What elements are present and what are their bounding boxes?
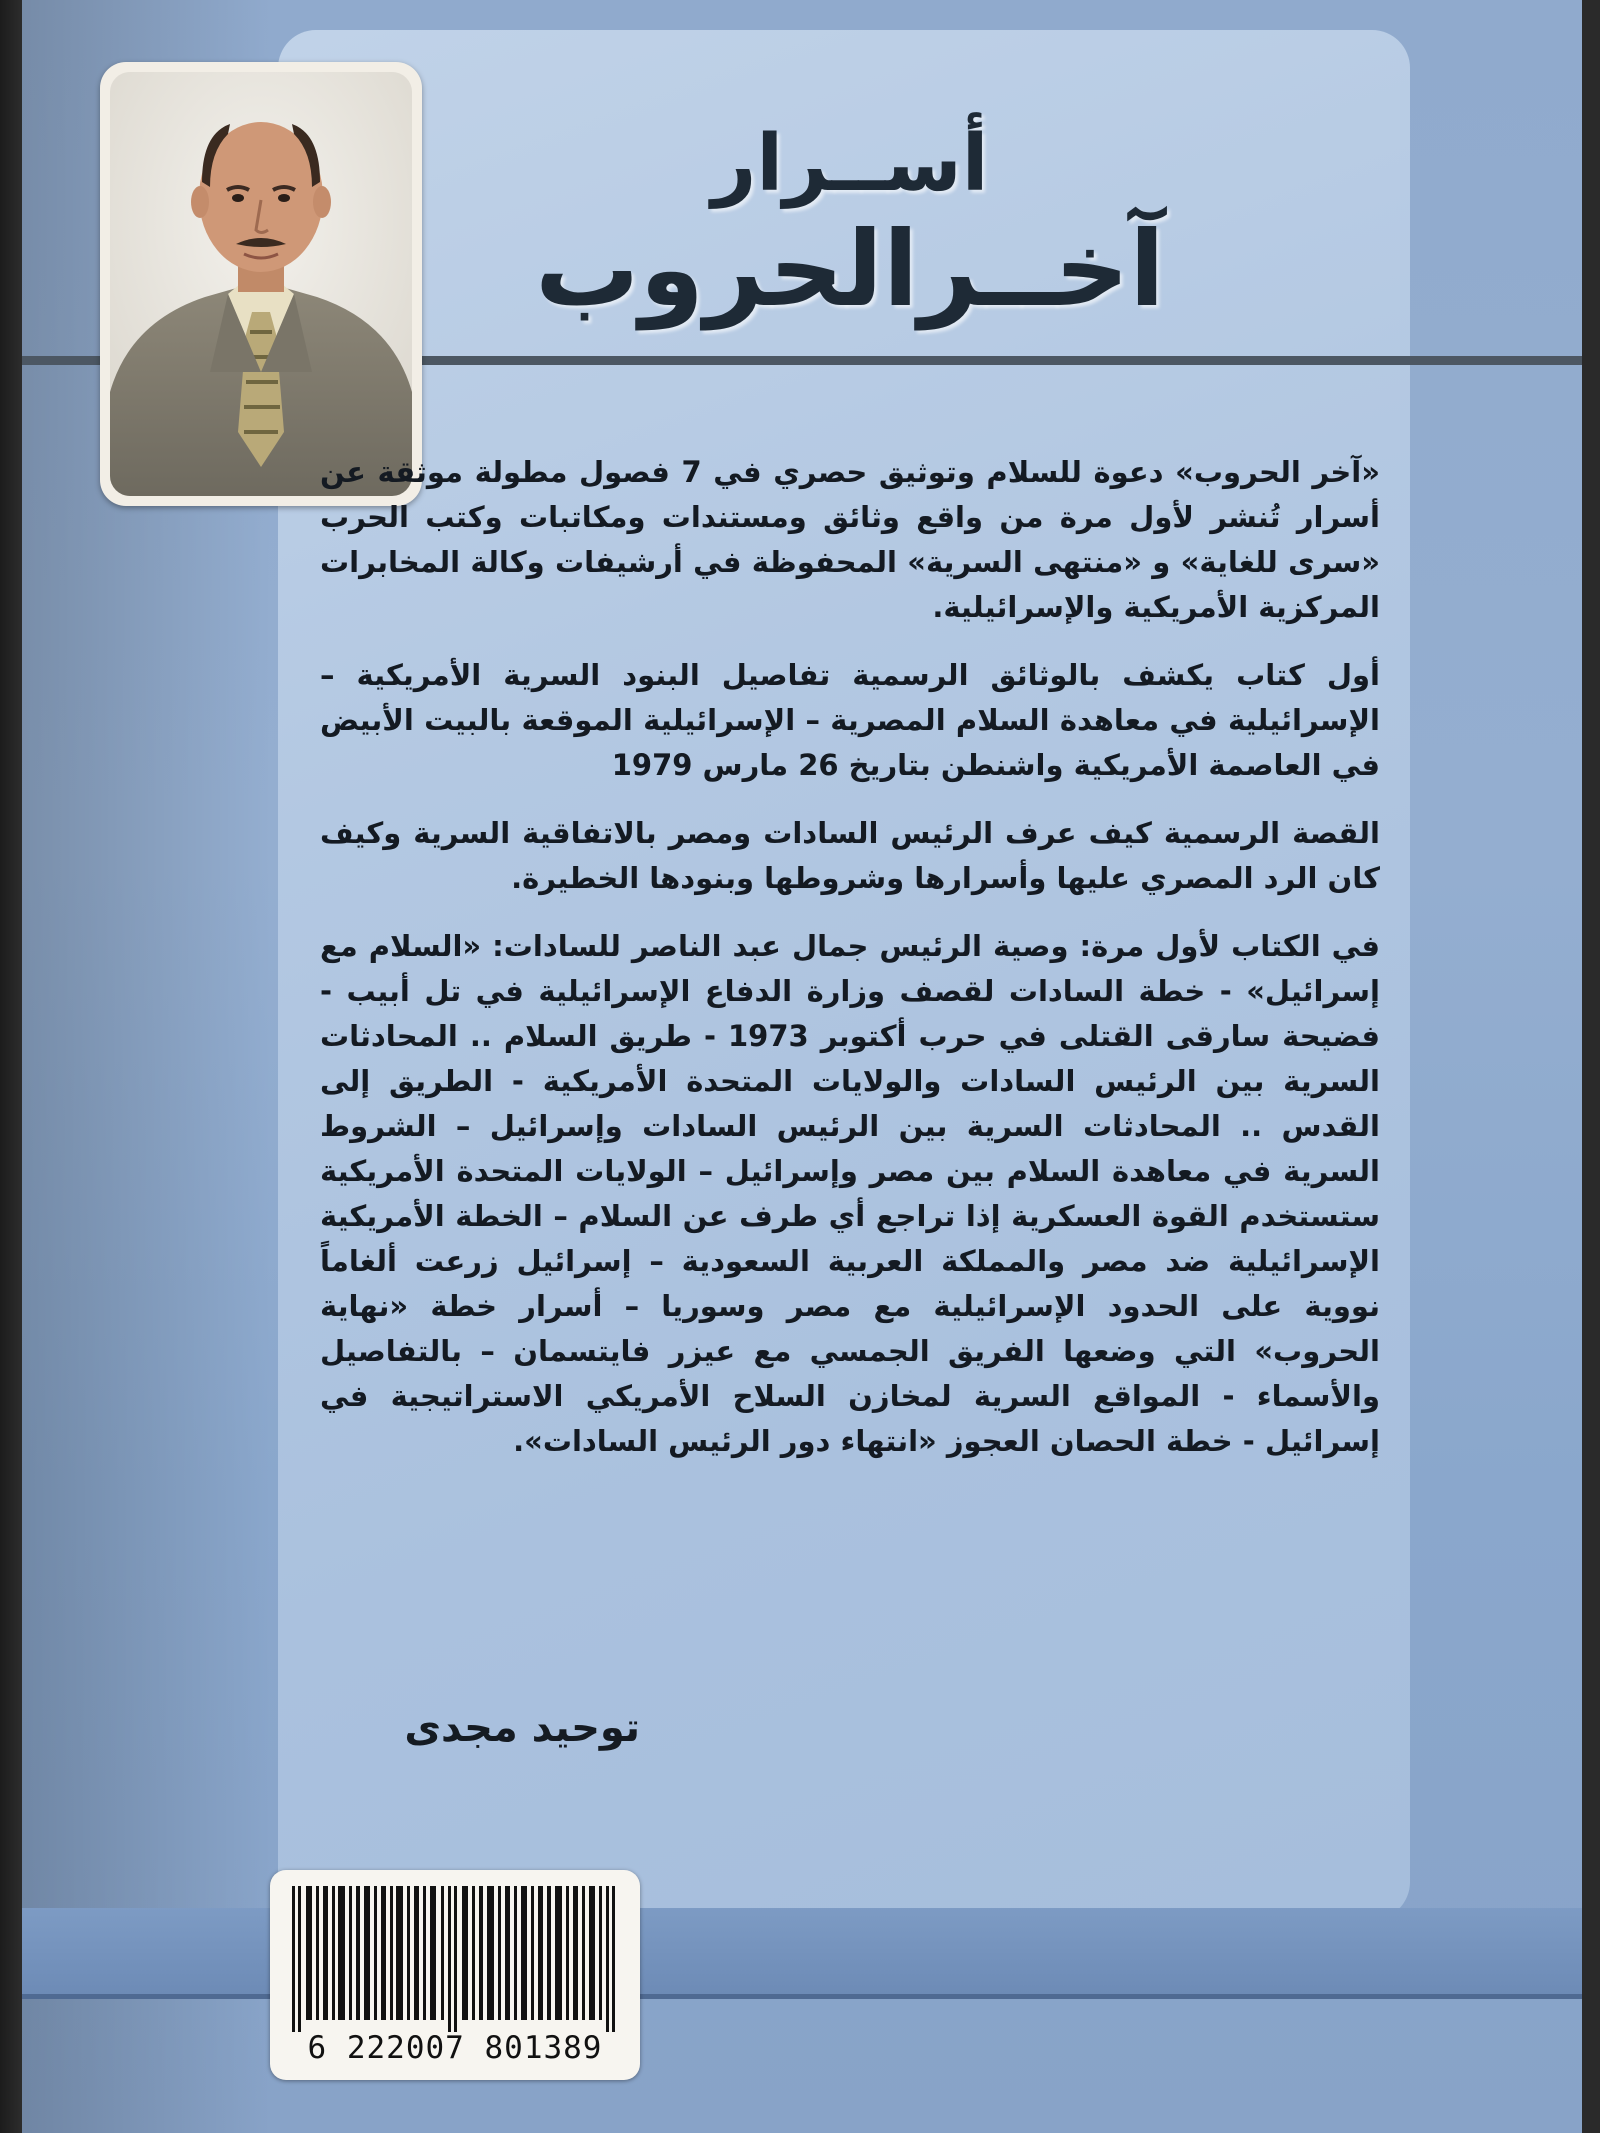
blurb-text: [320, 450, 1380, 1487]
bottom-band: [22, 1908, 1582, 1994]
blurb-paragraph-1: «آخر الحروب» دعوة للسلام وتوثيق حصري في 7 فصول مطولة موثقة عن أسرار تُنشر لأول مرة من واقع وثائق ومستندات ومكاتبات وكتب الحرب «سرى للغاية» و «منتهى السرية» المحفوظة في أرشيفات وكالة المخابرات المركزية الأمريكية والإسرائيلية.: [320, 455, 1380, 624]
blurb-paragraph-2: أول كتاب يكشف بالوثائق الرسمية تفاصيل البنود السرية الأمريكية – الإسرائيلية في معاهدة السلام المصرية – الإسرائيلية الموقعة بالبيت الأبيض في العاصمة الأمريكية واشنطن بتاريخ 26 مارس 1979: [320, 658, 1380, 782]
bottom-band-line: [22, 1994, 1582, 1999]
book-title-line1: أســرار: [711, 119, 989, 209]
blurb-paragraph-3: القصة الرسمية كيف عرف الرئيس السادات ومصر بالاتفاقية السرية وكيف كان الرد المصري عليها وأسرارها وشروطها وبنودها الخطيرة.: [320, 816, 1380, 895]
author-portrait-illustration: [110, 72, 412, 496]
book-title: [500, 118, 1200, 328]
barcode-label: [270, 1870, 640, 2080]
author-name: توحيد مجدى: [404, 1705, 640, 1751]
barcode-number: 6 222007 801389: [307, 2030, 603, 2066]
barcode-bars: [286, 1886, 624, 2032]
book-title-line2: آخــرالحروب: [535, 208, 1165, 330]
blurb-paragraph-4: في الكتاب لأول مرة: وصية الرئيس جمال عبد الناصر للسادات: «السلام مع إسرائيل» - خطة السادات لقصف وزارة الدفاع الإسرائيلية في تل أبيب - فضيحة سارقى القتلى في حرب أكتوبر 1973 - طريق السلام .. المحادثات السرية بين الرئيس السادات والولايات المتحدة الأمريكية - الطريق إلى القدس .. المحادثات السرية بين الرئيس السادات وإسرائيل – الشروط السرية في معاهدة السلام بين مصر وإسرائيل – الولايات المتحدة الأمريكية ستستخدم القوة العسكرية إذا تراجع أي طرف عن السلام – الخطة الأمريكية الإسرائيلية ضد مصر والمملكة العربية السعودية – إسرائيل زرعت ألغاماً نووية على الحدود الإسرائيلية مع مصر وسوريا – أسرار خطة «نهاية الحروب» التي وضعها الفريق الجمسي مع عيزر فايتسمان – بالتفاصيل والأسماء - المواقع السرية لمخازن السلاح الأمريكي الاستراتيجية في إسرائيل - خطة الحصان العجوز «انتهاء دور الرئيس السادات».: [320, 929, 1380, 1458]
author-photo: [110, 72, 412, 496]
author-photo-frame: [100, 62, 422, 506]
